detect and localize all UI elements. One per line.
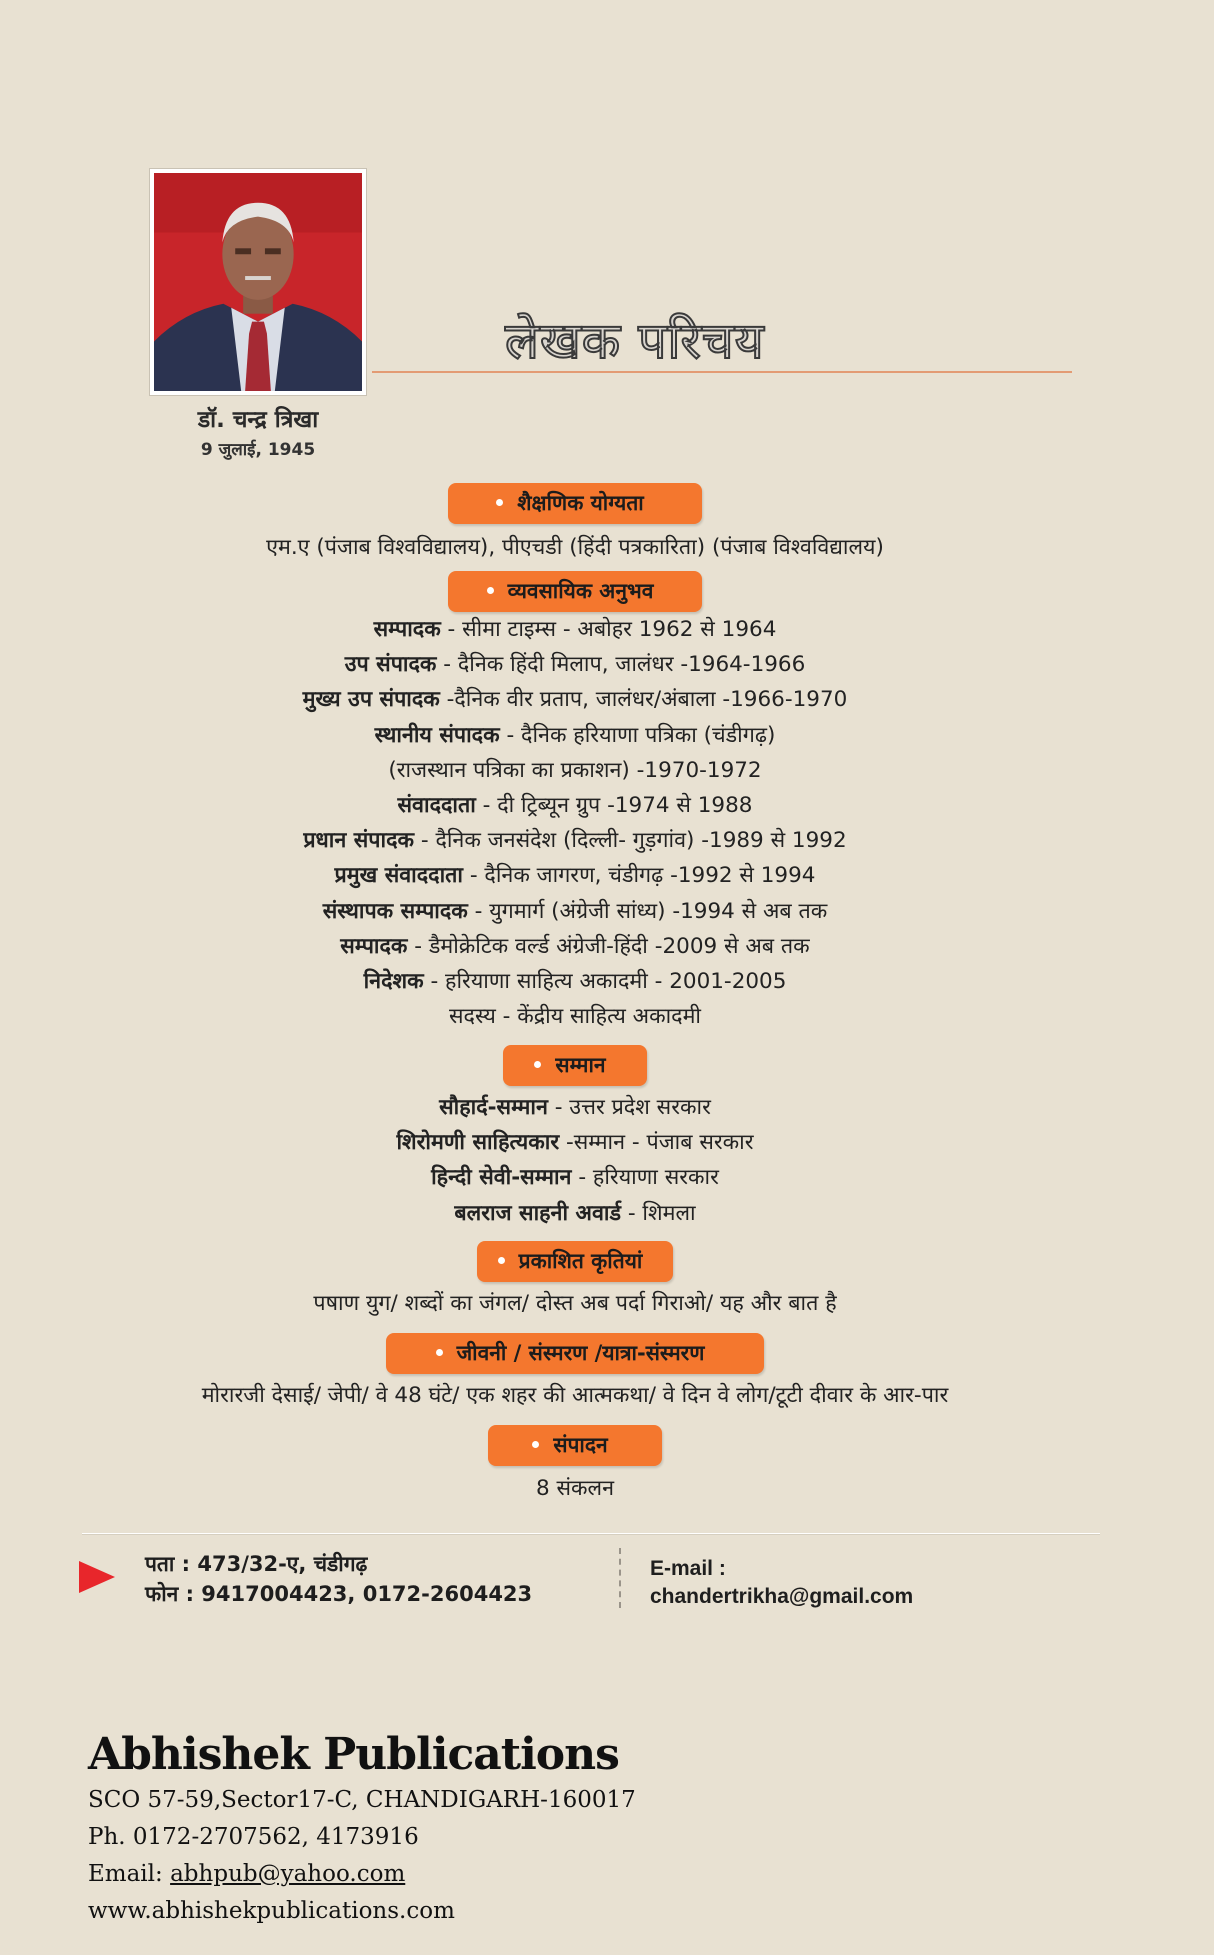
honours-heading xyxy=(503,1045,647,1086)
experience-heading-wrap xyxy=(0,571,1150,612)
play-arrow-icon xyxy=(79,1561,115,1593)
contact-phone: फोन : 9417004423, 0172-2604423 xyxy=(145,1582,533,1606)
bullet-icon xyxy=(496,499,503,506)
honours-heading-wrap xyxy=(0,1045,1150,1086)
editing-heading-label: संपादन xyxy=(553,1433,608,1457)
education-heading-wrap xyxy=(0,483,1150,524)
education-lines xyxy=(0,530,1150,565)
experience-line: उप संपादक - दैनिक हिंदी मिलाप, जालंधर -1964-1966 xyxy=(344,652,806,678)
publisher-email-line xyxy=(88,1856,636,1893)
publications-heading-label: प्रकाशित कृतियां xyxy=(518,1249,643,1273)
publications-heading-wrap xyxy=(0,1241,1150,1282)
editing-heading-wrap xyxy=(0,1425,1150,1466)
bullet-icon xyxy=(436,1349,443,1356)
honours-line: हिन्दी सेवी-सम्मान - हरियाणा सरकार xyxy=(431,1165,719,1191)
email-block xyxy=(650,1555,913,1611)
publisher-email-link[interactable]: abhpub@yahoo.com xyxy=(170,1861,406,1887)
publisher-address: SCO 57-59,Sector17-C, CHANDIGARH-160017 xyxy=(88,1787,636,1813)
experience-line: सम्पादक - सीमा टाइम्स - अबोहर 1962 से 1964 xyxy=(373,617,777,642)
author-photo-frame xyxy=(149,168,367,396)
experience-line: प्रधान संपादक - दैनिक जनसंदेश (दिल्ली- गुड़गांव) -1989 से 1992 xyxy=(303,828,847,854)
experience-line: (राजस्थान पत्रिका का प्रकाशन) -1970-1972 xyxy=(388,757,762,783)
contact-separator xyxy=(619,1548,621,1608)
section-divider xyxy=(82,1533,1100,1534)
publications-heading xyxy=(477,1241,673,1282)
page-title: लेखक परिचय xyxy=(505,312,765,370)
experience-heading-label: व्यवसायिक अनुभव xyxy=(507,579,654,603)
biography-line: मोरारजी देसाई/ जेपी/ वे 48 घंटे/ एक शहर की आत्मकथा/ वे दिन वे लोग/टूटी दीवार के आर-पार xyxy=(201,1383,949,1408)
contact-address: पता : 473/32-ए, चंडीगढ़ xyxy=(145,1552,368,1576)
experience-line: स्थानीय संपादक - दैनिक हरियाणा पत्रिका (चंडीगढ़) xyxy=(374,722,776,748)
editing-heading xyxy=(488,1425,662,1466)
experience-lines xyxy=(0,612,1150,1034)
contact-block xyxy=(145,1549,532,1609)
experience-heading xyxy=(448,571,702,612)
experience-line: सम्पादक - डैमोक्रेटिक वर्ल्ड अंग्रेजी-हिंदी -2009 से अब तक xyxy=(340,933,810,959)
experience-line: संवाददाता - दी ट्रिब्यून ग्रुप -1974 से 1988 xyxy=(397,792,753,818)
experience-line: सदस्य - केंद्रीय साहित्य अकादमी xyxy=(449,1004,701,1030)
publisher-name: Abhishek Publications xyxy=(88,1729,619,1780)
education-heading xyxy=(448,483,702,524)
honours-line: बलराज साहनी अवार्ड - शिमला xyxy=(454,1200,696,1226)
bullet-icon xyxy=(532,1441,539,1448)
publisher-email-label: Email: xyxy=(88,1861,171,1887)
biography-heading-label: जीवनी / संस्मरण /यात्रा-संस्मरण xyxy=(456,1341,705,1365)
author-dob: 9 जुलाई, 1945 xyxy=(200,440,316,460)
honours-line: शिरोमणी साहित्यकार -सम्मान - पंजाब सरकार xyxy=(396,1130,754,1156)
honours-heading-label: सम्मान xyxy=(555,1053,606,1077)
email-label: E-mail : xyxy=(650,1557,726,1580)
biography-lines xyxy=(0,1378,1150,1413)
experience-line: संस्थापक सम्पादक - युगमार्ग (अंग्रेजी सांध्य) -1994 से अब तक xyxy=(322,898,828,924)
honours-lines xyxy=(0,1090,1150,1231)
publications-line: पषाण युग/ शब्दों का जंगल/ दोस्त अब पर्दा गिराओ/ यह और बात है xyxy=(313,1291,837,1316)
email-address[interactable]: chandertrikha@gmail.com xyxy=(650,1585,914,1608)
bullet-icon xyxy=(534,1061,541,1068)
experience-line: निदेशक - हरियाणा साहित्य अकादमी - 2001-2005 xyxy=(363,968,787,994)
author-photo xyxy=(154,173,362,391)
education-line: एम.ए (पंजाब विश्वविद्यालय), पीएचडी (हिंदी पत्रकारिता) (पंजाब विश्वविद्यालय) xyxy=(266,535,884,560)
author-name: डॉ. चन्द्र त्रिखा xyxy=(197,407,319,433)
experience-line: प्रमुख संवाददाता - दैनिक जागरण, चंडीगढ़ -1992 से 1994 xyxy=(334,863,816,889)
bullet-icon xyxy=(498,1257,505,1264)
education-heading-label: शैक्षणिक योग्यता xyxy=(517,491,644,515)
publisher-block xyxy=(88,1728,636,1930)
honours-line: सौहार्द-सम्मान - उत्तर प्रदेश सरकार xyxy=(439,1095,711,1120)
publisher-phone: Ph. 0172-2707562, 4173916 xyxy=(88,1824,419,1850)
editing-lines xyxy=(0,1471,1150,1506)
bullet-icon xyxy=(487,587,494,594)
experience-line: मुख्य उप संपादक -दैनिक वीर प्रताप, जालंधर/अंबाला -1966-1970 xyxy=(302,687,848,713)
editing-line: 8 संकलन xyxy=(535,1476,615,1501)
biography-heading xyxy=(386,1333,764,1374)
publisher-website[interactable]: www.abhishekpublications.com xyxy=(88,1898,455,1924)
publications-lines xyxy=(0,1286,1150,1321)
title-rule xyxy=(372,371,1072,373)
biography-heading-wrap xyxy=(0,1333,1150,1374)
